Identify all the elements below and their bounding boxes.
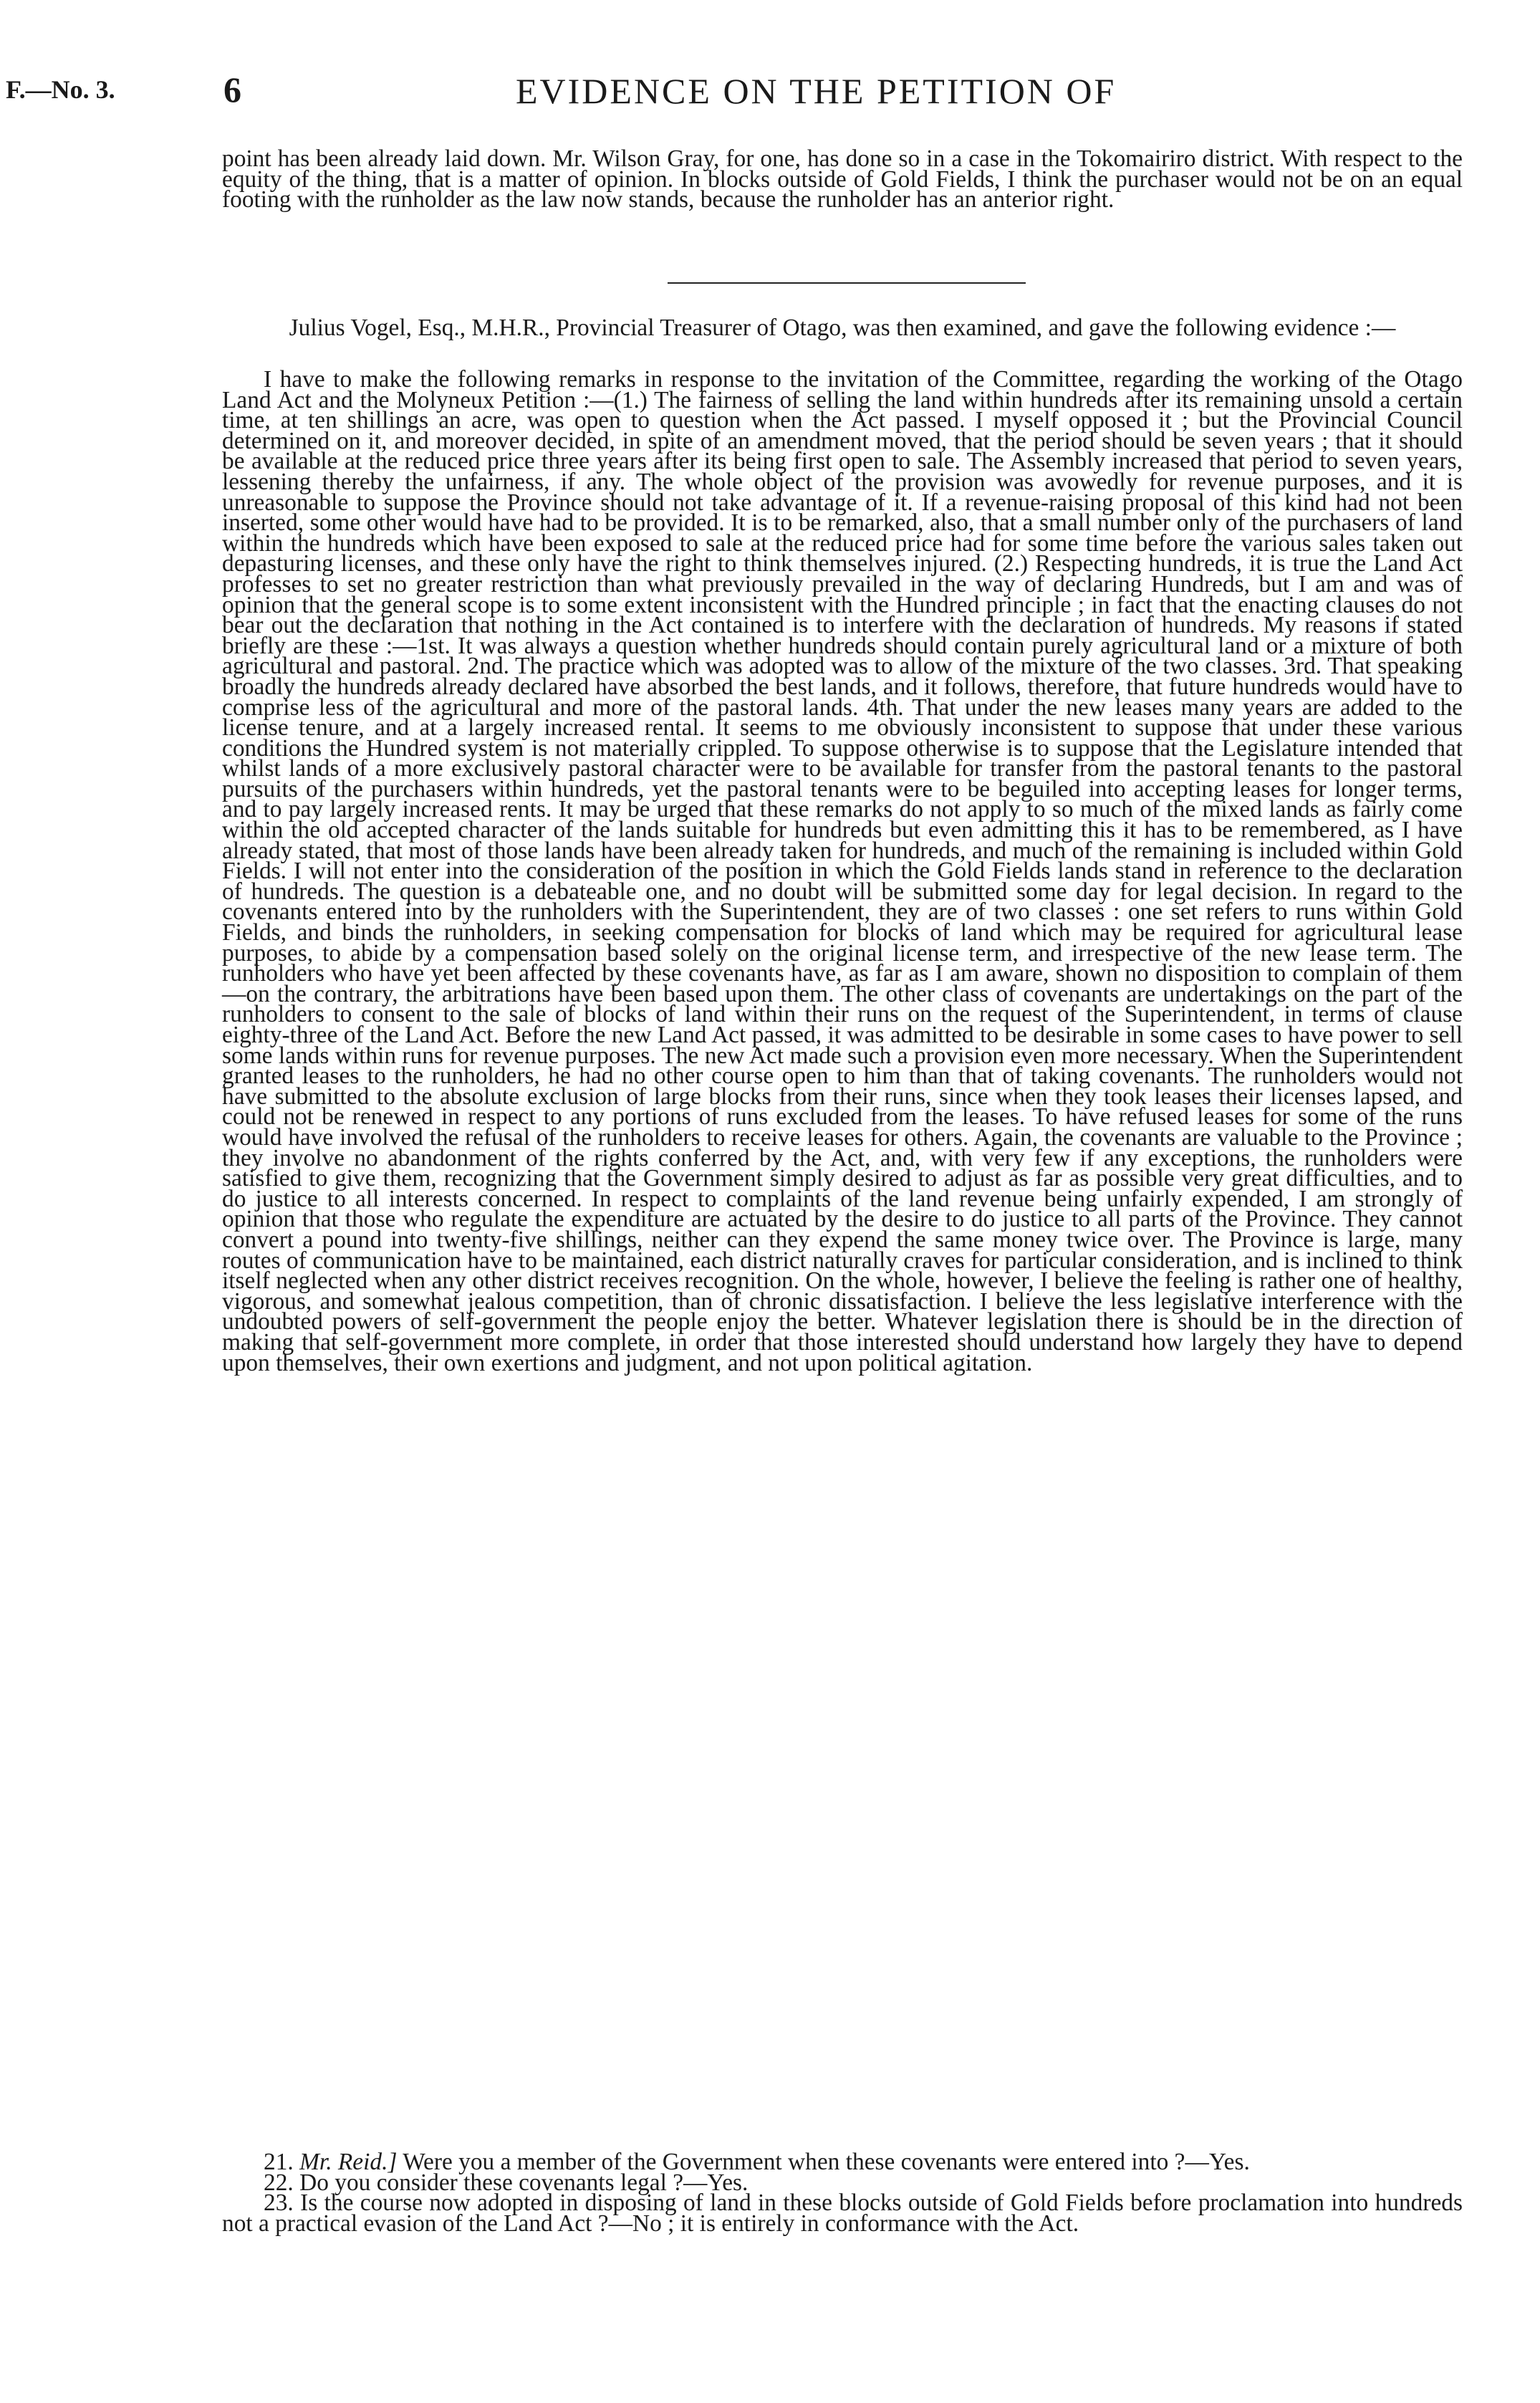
- question-number: 21.: [264, 2149, 294, 2175]
- question-23: [222, 2189, 1463, 2237]
- page-header: [0, 66, 1540, 116]
- question-text: Is the course now adopted in disposing of land in these blocks outside of Gold Fields before proclamation into hundreds not a practical evasion of the Land Act ?—No ; it is entirely in conformance with the Act.: [222, 2189, 1463, 2237]
- question-text: Were you a member of the Government when these covenants were entered into ?—Yes.: [397, 2149, 1250, 2175]
- evidence-paragraph: I have to make the following remarks in response to the invitation of the Committee, regarding the working of the Otago Land Act and the Molyneux Petition :—(1.) The fairness of selling the land within hundreds after its remaining unsold a certain time, at ten shillings an acre, was open to question when the Act passed. I myself opposed it ; but the Provincial Council determined on it, and moreover decided, in spite of an amendment moved, that the period should be seven years ; that it should be available at the reduced price three years after its being first open to sale. The Assembly increased that period to seven years, lessening thereby the unfairness, if any. The whole object of the provision was avowedly for revenue purposes, and it is unreasonable to suppose the Province should not take advantage of it. If a revenue-raising proposal of this kind had not been inserted, some other would have had to be provided. It is to be remarked, also, that a small number only of the purchasers of land within the hundreds which have been exposed to sale at the reduced price had for some time before the various sales taken out depasturing licenses, and these only have the right to think themselves injured. (2.) Respecting hundreds, it is true the Land Act professes to set no greater restriction than what previously prevailed in the way of declaring Hundreds, but I am and was of opinion that the general scope is to some extent inconsistent with the Hundred principle ; in fact that the enacting clauses do not bear out the declaration that nothing in the Act contained is to interfere with the declaration of hundreds. My reasons if stated briefly are these :—1st. It was always a question whether hundreds should contain purely agricultural land or a mixture of both agricultural and pastoral. 2nd. The practice which was adopted was to allow of the mixture of the two classes. 3rd. That speaking broadly the hundreds already declared have absorbed the best lands, and it follows, therefore, that future hundreds would have to comprise less of the agricultural and more of the pastoral lands. 4th. That under the new leases many years are added to the license tenure, and at a largely increased rental. It seems to me obviously inconsistent to suppose that under these various conditions the Hundred system is not materially crippled. To suppose otherwise is to suppose that the Legislature intended that whilst lands of a more exclusively pastoral character were to be available for transfer from the pastoral tenants to the pastoral pursuits of the purchasers within hundreds, yet the pastoral tenants were to be beguiled into accepting leases for longer terms, and to pay largely increased rents. It may be urged that these remarks do not apply to so much of the mixed lands as fairly come within the old accepted character of the lands suitable for hundreds but even admitting this it has to be remembered, as I have already stated, that most of those lands have been already taken for hundreds, and much of the remaining is included within Gold Fields. I will not enter into the consideration of the position in which the Gold Fields lands stand in reference to the declaration of hundreds. The question is a debateable one, and no doubt will be submitted some day for legal decision. In regard to the covenants entered into by the runholders with the Superintendent, they are of two classes : one set refers to runs within Gold Fields, and binds the runholders, in seeking compensation for blocks of land which may be required for agricultural lease purposes, to abide by a compensation based solely on the original license term, and irrespective of the new lease term. The runholders who have yet been affected by these covenants have, as far as I am aware, shown no disposition to complain of them—on the contrary, the arbitrations have been based upon them. The other class of covenants are undertakings on the part of the runholders to consent to the sale of blocks of land within their runs on the request of the Superintendent, in terms of clause eighty-three of the Land Act. Before the new Land Act passed, it was admitted to be desirable in some cases to have power to sell some lands within runs for revenue purposes. The new Act made such a provision even more necessary. When the Superintendent granted leases to the runholders, he had no other course open to him than that of taking covenants. The runholders would not have submitted to the absolute exclusion of large blocks from their runs, since when they took leases their licenses lapsed, and could not be renewed in respect to any portions of runs excluded from the leases. To have refused leases for some of the runs would have involved the refusal of the runholders to receive leases for others. Again, the covenants are valuable to the Province ; they involve no abandonment of the rights conferred by the Act, and, with very few if any exceptions, the runholders were satisfied to give them, recognizing that the Government simply desired to adjust as far as possible very great difficulties, and to do justice to all interests concerned. In respect to complaints of the land revenue being unfairly expended, I am strongly of opinion that those who regulate the expenditure are actuated by the desire to do justice to all parts of the Province. They cannot convert a pound into twenty-five shillings, neither can they expend the same money twice over. The Province is large, many routes of communication have to be maintained, each district naturally craves for particular consideration, and is inclined to think itself neglected when any other district receives recognition. On the whole, however, I believe the feeling is rather one of healthy, vigorous, and somewhat jealous competition, than of chronic dissatisfaction. I believe the less legislative interference with the undoubted powers of self-government the people enjoy the better. Whatever legislation there is should be in the direction of making that self-government more complete, in order that those interested should understand how largely they have to depend upon themselves, their own exertions and judgment, and not upon political agitation.: [222, 366, 1463, 1376]
- question-number: 22.: [264, 2169, 294, 2196]
- question-speaker: Mr. Reid.]: [299, 2149, 398, 2175]
- section-divider: [668, 282, 1026, 284]
- questions-block: [222, 2149, 1463, 2237]
- running-title: EVIDENCE ON THE PETITION OF: [516, 71, 1117, 111]
- witness-heading: Julius Vogel, Esq., M.H.R., Provincial Treasurer of Otago, was then examined, and gave the following evidence :—: [289, 315, 1396, 341]
- page-number: 6: [223, 69, 241, 110]
- question-text: Do you consider these covenants legal ?—Yes.: [293, 2169, 749, 2196]
- intro-paragraph: point has been already laid down. Mr. Wilson Gray, for one, has done so in a case in the Tokomairiro district. With respect to the equity of the thing, that is a matter of opinion. In blocks outside of Gold Fields, I think the purchaser would not be on an equal footing with the runholder as the law now stands, because the runholder has an anterior right.: [222, 145, 1463, 214]
- evidence-block: [222, 366, 1463, 1376]
- intro-paragraph-block: [222, 145, 1463, 214]
- question-number: 23.: [264, 2189, 294, 2217]
- document-reference: F.—No. 3.: [6, 75, 115, 104]
